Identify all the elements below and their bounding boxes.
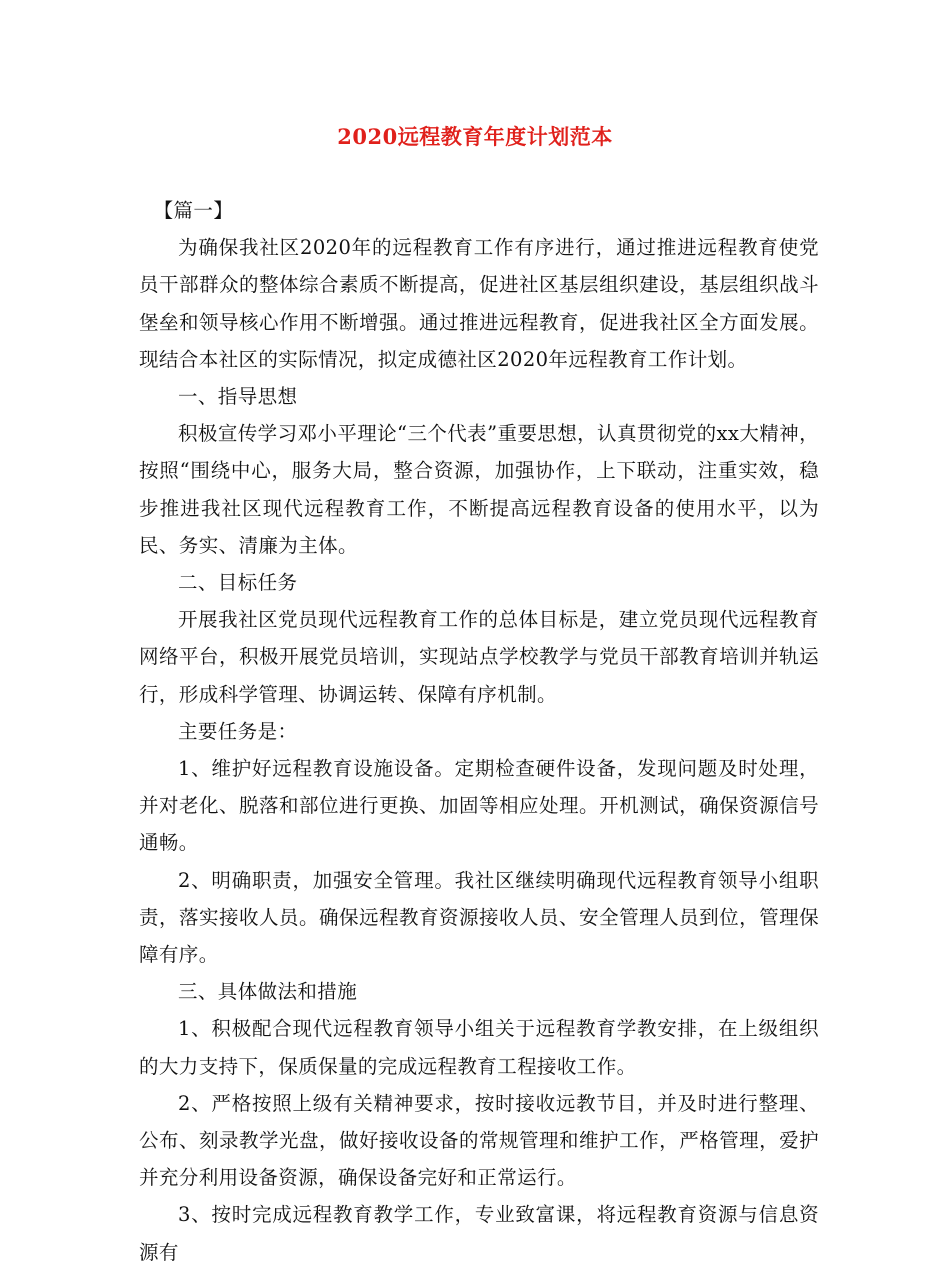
section-heading: 【篇一】 [153, 199, 234, 222]
paragraph: 3、按时完成远程教育教学工作，专业致富课，将远程教育资源与信息资源有 [139, 1203, 819, 1264]
paragraph: 主要任务是： [178, 719, 298, 743]
paragraph: 积极宣传学习邓小平理论“三个代表”重要思想，认真贯彻党的xx大精神，按照“围绕中心，服务大局，整合资源，加强协作，上下联动，注重实效，稳步推进我社区现代远程教育工作，不断提高远程教育设备的使用水平，以为民、务实、清廉为主体。 [139, 422, 819, 557]
paragraph: 1、维护好远程教育设施设备。定期检查硬件设备，发现问题及时处理，并对老化、脱落和部位进行更换、加固等相应处理。开机测试，确保资源信号通畅。 [139, 757, 819, 855]
paragraph: 2、明确职责，加强安全管理。我社区继续明确现代远程教育领导小组职责，落实接收人员。确保远程教育资源接收人员、安全管理人员到位，管理保障有序。 [139, 868, 819, 967]
subheading: 一、指导思想 [178, 385, 298, 409]
paragraph: 1、积极配合现代远程教育领导小组关于远程教育学教安排，在上级组织的大力支持下，保质保量的完成远程教育工程接收工作。 [139, 1017, 819, 1078]
paragraph: 开展我社区党员现代远程教育工作的总体目标是，建立党员现代远程教育网络平台，积极开展党员培训，实现站点学校教学与党员干部教育培训并轨运行，形成科学管理、协调运转、保障有序机制。 [139, 608, 819, 706]
document-body [139, 192, 819, 1271]
paragraph: 2、严格按照上级有关精神要求，按时接收远教节目，并及时进行整理、公布、刻录教学光盘，做好接收设备的常规管理和维护工作，严格管理，爱护并充分利用设备资源，确保设备完好和正常运行。 [139, 1091, 819, 1190]
paragraph: 为确保我社区2020年的远程教育工作有序进行，通过推进远程教育使党员干部群众的整体综合素质不断提高，促进社区基层组织建设，基层组织战斗堡垒和领导核心作用不断增强。通过推进远程教育，促进我社区全方面发展。现结合本社区的实际情况，拟定成德社区2020年远程教育工作计划。 [139, 236, 819, 371]
subheading: 二、目标任务 [178, 571, 298, 595]
subheading: 三、具体做法和措施 [178, 980, 358, 1004]
document-title: 2020远程教育年度计划范本 [337, 124, 613, 149]
